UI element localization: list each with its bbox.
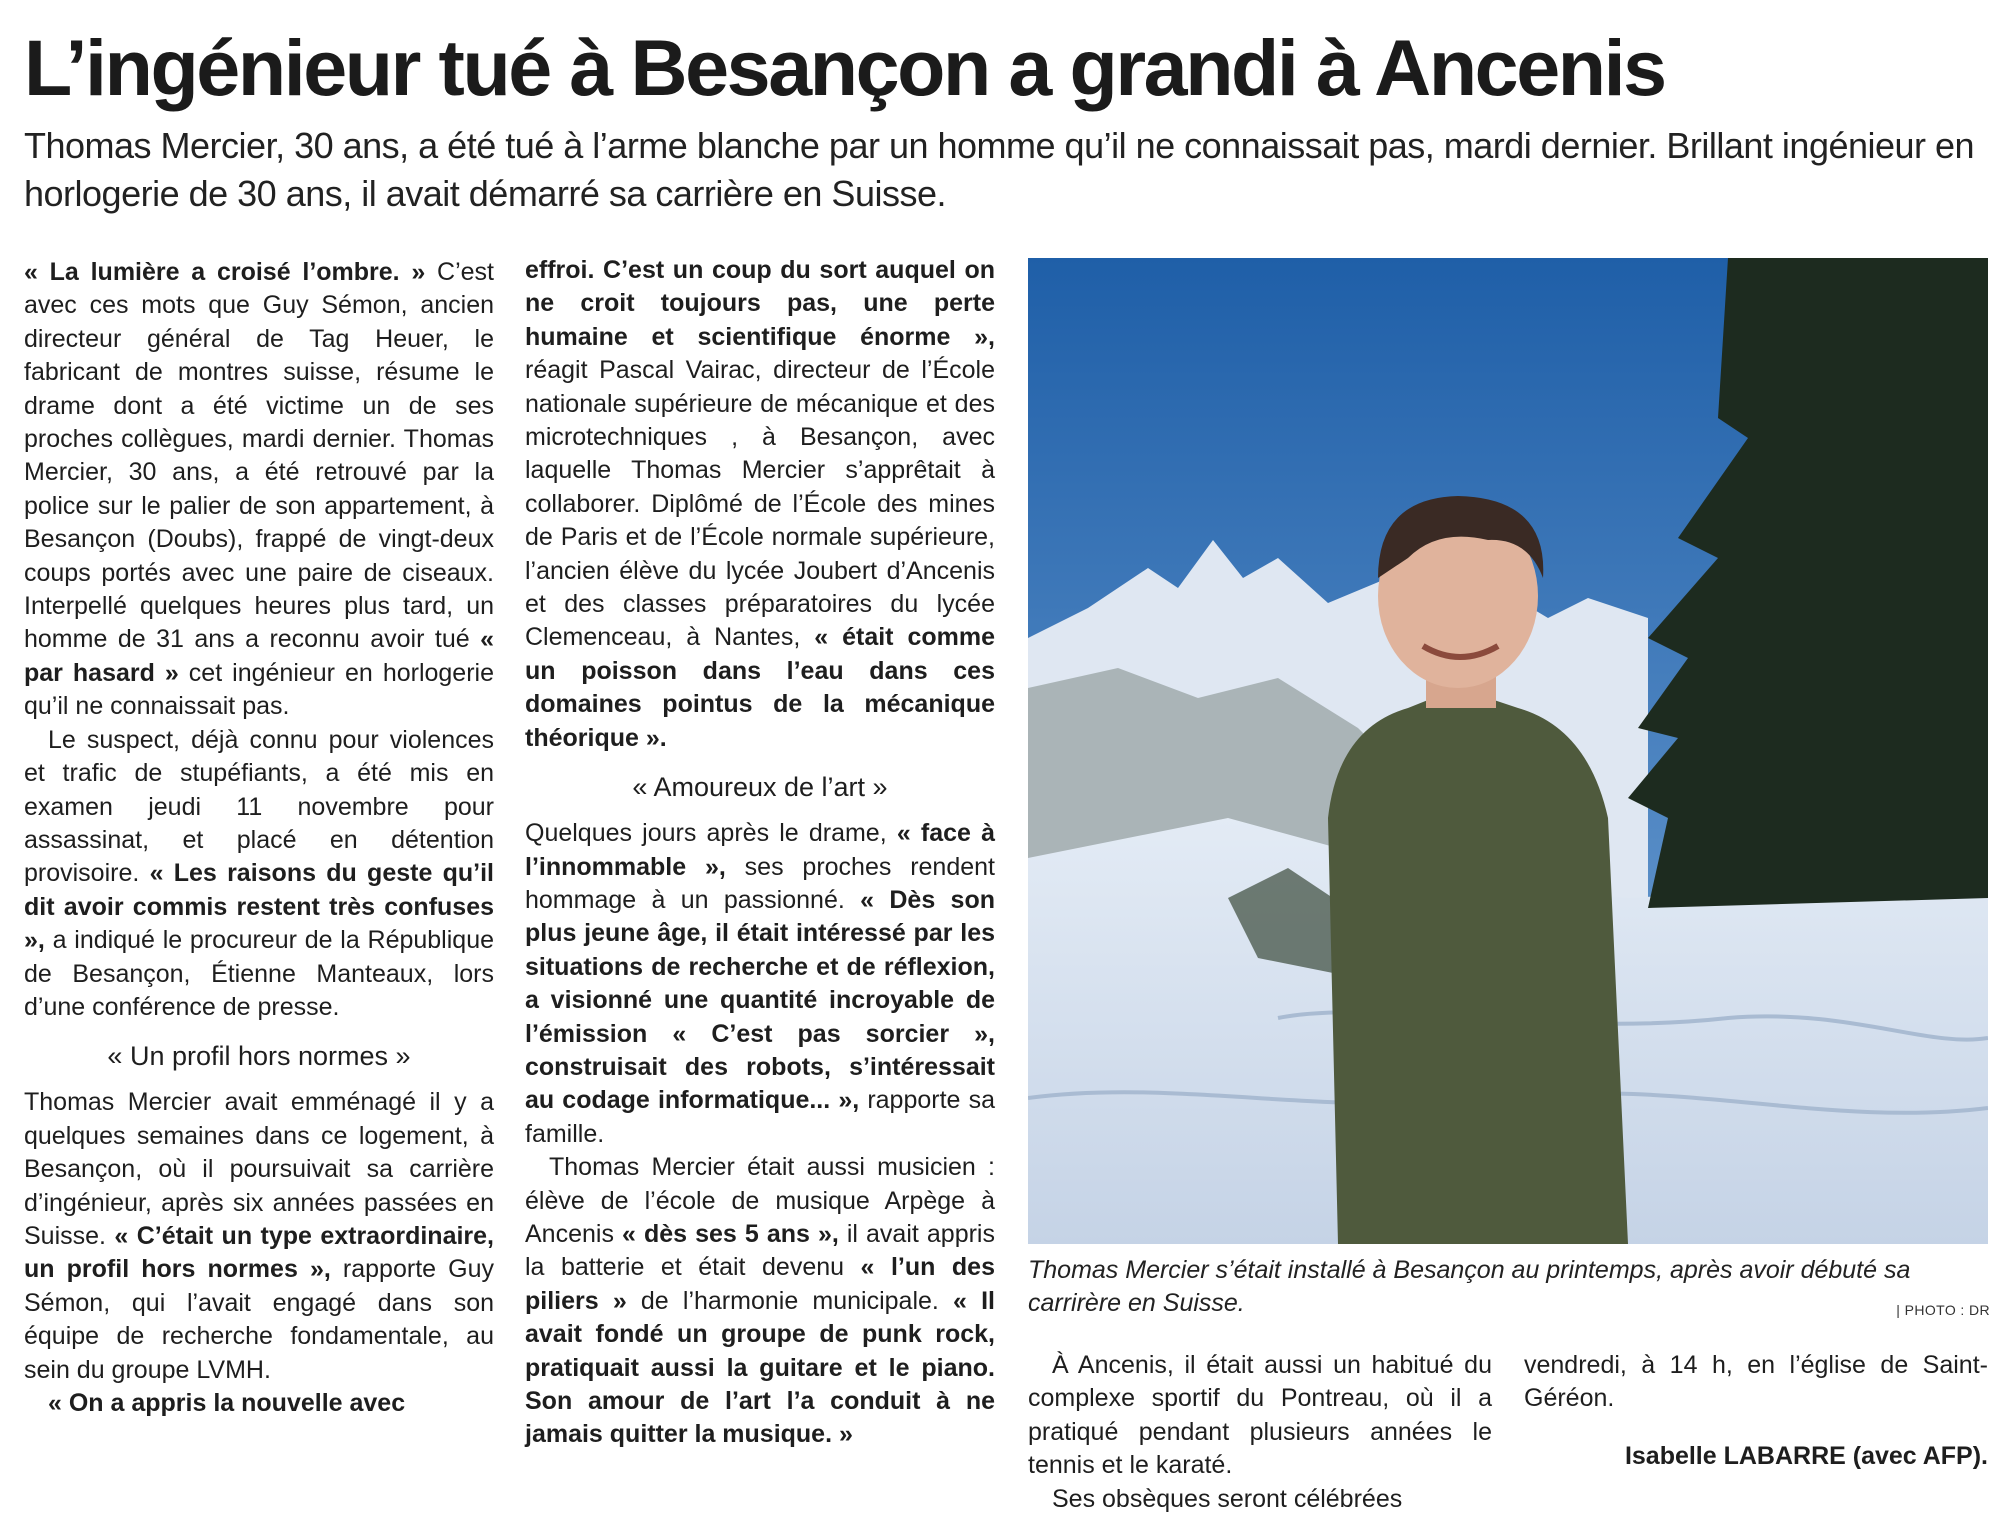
paragraph	[24, 256, 494, 724]
photo-caption: Thomas Mercier s’était installé à Besançon au printemps, après avoir débuté sa carrirère en Suisse.	[1028, 1256, 1911, 1317]
paragraph	[24, 724, 494, 1025]
paragraph: Ses obsèques seront célébrées	[1052, 1484, 1403, 1513]
text: a indiqué le procureur de la République de Besançon, Étienne Manteaux, lors d’une conférence de presse.	[24, 926, 494, 1021]
quote: effroi. C’est un coup du sort auquel on ne croit toujours pas, une perte humaine et scientifique énorme »,	[525, 256, 995, 351]
paragraph: vendredi, à 14 h, en l’église de Saint-Géréon.	[1524, 1351, 1988, 1413]
quote: « par hasard »	[24, 625, 494, 687]
text: de l’harmonie municipale.	[626, 1286, 954, 1315]
byline: Isabelle LABARRE (avec AFP).	[1624, 1441, 1988, 1470]
photo-illustration	[1028, 258, 1988, 1244]
paragraph	[525, 817, 995, 1151]
article-column-4	[1524, 1349, 1988, 1473]
quote: « La lumière a croisé l’ombre. »	[24, 258, 426, 286]
article-column-1	[24, 256, 494, 1420]
man-jacket	[1328, 688, 1628, 1244]
section-heading: « Amoureux de l’art »	[632, 772, 888, 803]
quote: « Il avait fondé un groupe de punk rock, pratiquait aussi la guitare et le piano. Son amour de l’art l’a conduit à ne jamais quitter la musique. »	[525, 1286, 995, 1449]
text: Thomas Mercier avait emménagé il y a quelques semaines dans ce logement, à Besançon, où il poursuivait sa carrière d’ingénieur, après six années passées en Suisse.	[24, 1088, 494, 1250]
paragraph	[525, 1151, 995, 1452]
paragraph	[24, 1387, 494, 1420]
quote: « face à l’innommable »,	[525, 819, 995, 881]
text: C’est avec ces mots que Guy Sémon, ancien directeur général de Tag Heuer, le fabricant de montres suisse, résume le drame dont a été victime un de ses proches collègues, mardi dernier. Thomas Mercier, 30 ans, a été retrouvé par la police sur le palier de son appartement, à Besançon (Doubs), frappé de vingt-deux coups portés avec une paire de ciseaux. Interpellé quelques heures plus tard, un homme de 31 ans a reconnu avoir tué	[24, 258, 494, 654]
subheadline: Thomas Mercier, 30 ans, a été tué à l’arme blanche par un homme qu’il ne connaissait pas, mardi dernier. Brillant ingénieur en horlogerie de 30 ans, il avait démarré sa carrière en Suisse.	[24, 125, 1975, 214]
text: Quelques jours après le drame,	[525, 819, 897, 848]
paragraph	[525, 254, 995, 755]
text: il avait appris la batterie et était devenu	[525, 1219, 995, 1282]
article-column-2	[525, 254, 995, 1452]
paragraph: À Ancenis, il était aussi un habitué du complexe sportif du Pontreau, où il a pratiqué pendant plusieurs années le tennis et le karaté.	[1028, 1351, 1492, 1480]
text: ses proches rendent hommage à un passionné.	[525, 852, 995, 914]
quote: « C’était un type extraordinaire, un profil hors normes »,	[24, 1221, 494, 1284]
quote: « Les raisons du geste qu’il dit avoir commis restent très confuses »,	[24, 859, 494, 955]
quote: « était comme un poisson dans l’eau dans ces domaines pointus de la mécanique théorique ».	[525, 623, 995, 752]
text: Le suspect, déjà connu pour violences et trafic de stupéfiants, a été mis en examen jeudi 11 novembre pour assassinat, et placé en détention provisoire.	[24, 725, 494, 888]
section-heading: « Un profil hors normes »	[107, 1041, 411, 1072]
paragraph	[24, 1086, 494, 1387]
text: rapporte Guy Sémon, qui l’avait engagé dans son équipe de recherche fondamentale, au sein du groupe LVMH.	[24, 1255, 494, 1384]
quote: « On a appris la nouvelle avec	[48, 1389, 406, 1417]
article-photo	[1028, 258, 1988, 1244]
text: réagit Pascal Vairac, directeur de l’École nationale supérieure de mécanique et des microtechniques , à Besançon, avec laquelle Thomas Mercier s’apprêtait à collaborer. Diplômé de l’École des mines de Paris et de l’École normale supérieure, l’ancien élève du lycée Joubert d’Ancenis et des classes préparatoires du lycée Clemenceau, à Nantes,	[525, 356, 995, 652]
text: cet ingénieur en horlogerie qu’il ne connaissait pas.	[24, 658, 494, 721]
text: Thomas Mercier était aussi musicien : élève de l’école de musique Arpège à Ancenis	[525, 1153, 995, 1248]
quote: « l’un des piliers »	[525, 1253, 995, 1315]
article-column-3	[1028, 1349, 1492, 1516]
quote: « Dès son plus jeune âge, il était intéressé par les situations de recherche et de réflexion, a visionné une quantité incroyable de l’émission « C’est pas sorcier », construisait des robots, s’intéressait au codage informatique... »,	[525, 885, 995, 1115]
quote: « dès ses 5 ans »,	[622, 1219, 839, 1248]
headline: L’ingénieur tué à Besançon a grandi à Ancenis	[24, 23, 1665, 112]
text: rapporte sa famille.	[525, 1086, 995, 1148]
photo-credit: | PHOTO : DR	[1896, 1302, 1990, 1318]
